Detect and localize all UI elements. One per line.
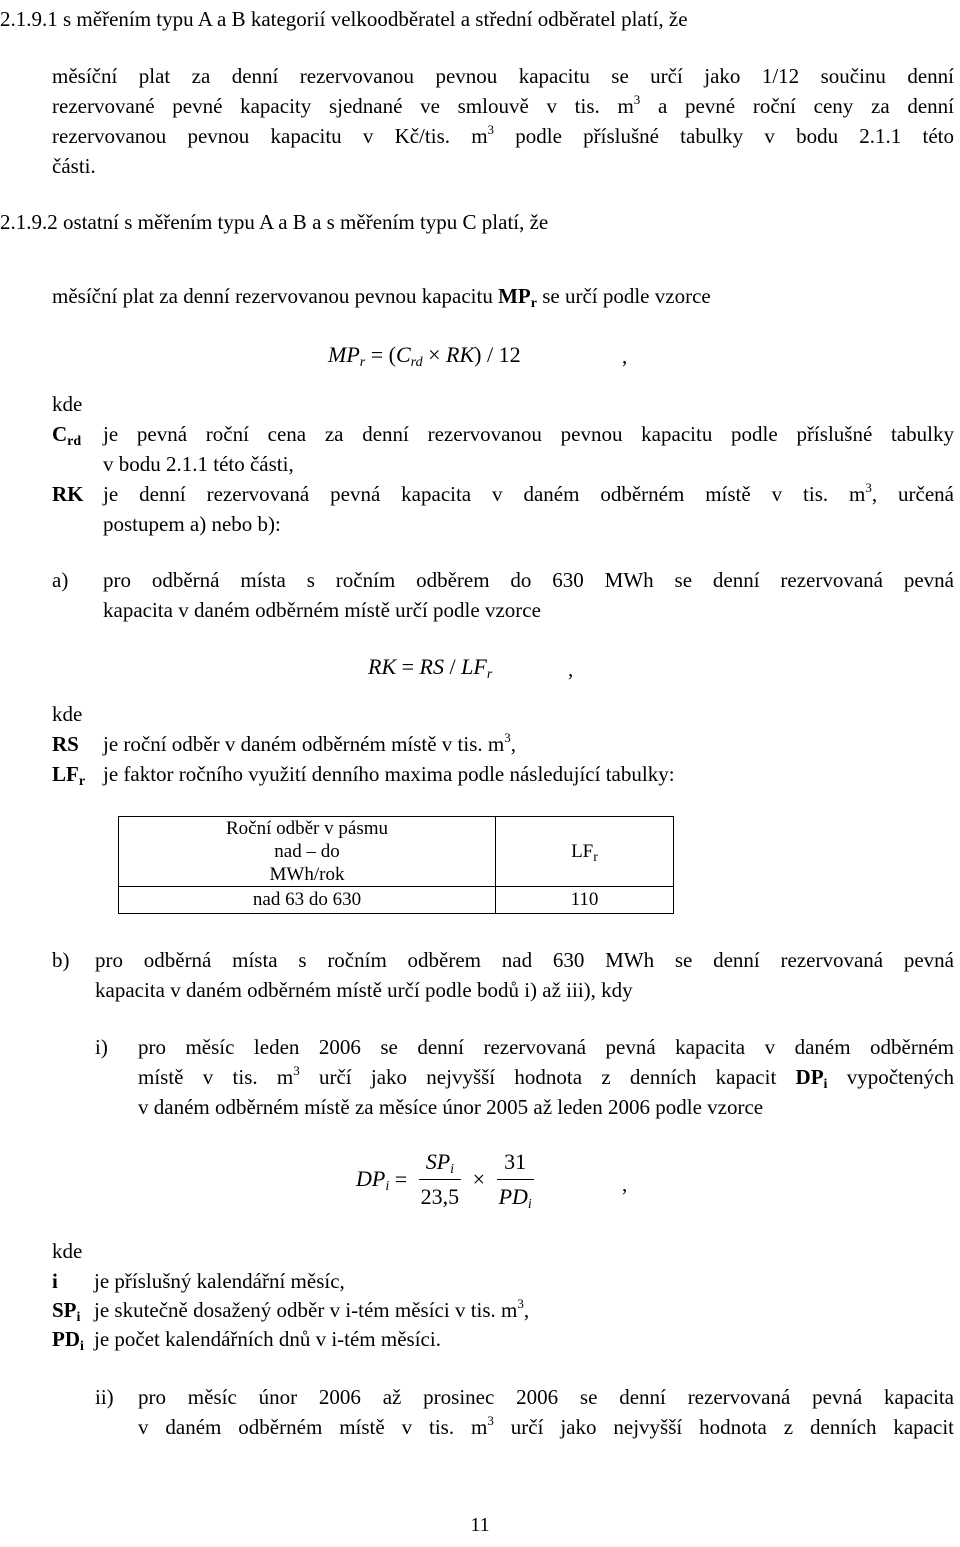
kde-label-1: kde	[52, 392, 83, 416]
item-a-line-1: pro odběrná místa s ročním odběrem do 630 MWh se denní rezervovaná pevná	[103, 568, 954, 592]
term-i: i	[52, 1269, 58, 1293]
s1-paragraph-line-1: měsíční plat za denní rezervovanou pevnou kapacitu se určí jako 1/12 součinu denní	[52, 64, 954, 88]
item-i-line-3: v daném odběrném místě za měsíce únor 2005 až leden 2006 podle vzorce	[138, 1095, 764, 1119]
item-i-line-2: místě v tis. $m^3$ určí jako nejvyšší hodnota z denních kapacit $DP_i$ vypočtených	[138, 1063, 954, 1092]
page-number: 11	[470, 1514, 490, 1536]
formula-dpi: $DP_i$ = $\frac{SP_i}{23,5}$ × $\frac{31}{PD_i}$	[356, 1149, 532, 1212]
lfr-table-header-row	[119, 817, 674, 887]
lfr-table-header-range-line-3: MWh/rok	[269, 864, 345, 885]
formula-rk: RK = RS / $LF_r$	[368, 654, 493, 682]
s1-paragraph-line-3: rezervovanou pevnou kapacitu v Kč/tis. $m^3$ podle příslušné tabulky v bodu 2.1.1 této	[52, 122, 955, 148]
section-heading-2-1-9-2: 2.1.9.2 ostatní s měřením typu A a B a s měřením typu C platí, že	[0, 210, 549, 234]
term-spi: $SP_i$	[52, 1298, 81, 1325]
item-b-line-2: kapacita v daném odběrném místě určí podle bodů i) až iii), kdy	[95, 978, 633, 1002]
lfr-table-header-lfr: $LF_r$	[496, 817, 674, 887]
def-crd-line-1: je pevná roční cena za denní rezervovanou pevnou kapacitu podle příslušné tabulky	[103, 422, 954, 446]
term-rk: RK	[52, 482, 84, 506]
lfr-table-cell-range: nad 63 do 630	[119, 887, 496, 914]
item-b-label: b)	[52, 948, 70, 972]
term-rs: RS	[52, 732, 79, 756]
s2-intro: měsíční plat za denní rezervovanou pevnou kapacitu $MP_r$ se určí podle vzorce	[52, 284, 711, 311]
formula-dpi-comma: ,	[622, 1172, 628, 1196]
formula-rk-comma: ,	[568, 657, 574, 681]
lfr-table-header-range	[119, 817, 496, 887]
kde-label-3: kde	[52, 1239, 83, 1263]
def-lfr: je faktor ročního využití denního maxima podle následující tabulky:	[103, 762, 675, 786]
item-ii-label: ii)	[95, 1385, 114, 1409]
item-i-label: i)	[95, 1035, 108, 1059]
item-i-line-1: pro měsíc leden 2006 se denní rezervovaná pevná kapacita v daném odběrném	[138, 1035, 954, 1059]
def-rk-line-1: je denní rezervovaná pevná kapacita v daném odběrném místě v tis. $m^3$, určená	[103, 480, 954, 506]
section-heading-2-1-9-1: 2.1.9.1 s měřením typu A a B kategorií velkoodběratel a střední odběratel platí, že	[0, 7, 688, 31]
lfr-table	[118, 816, 674, 914]
lfr-table-header-range-line-1: Roční odběr v pásmu	[225, 818, 388, 839]
def-rk-line-2: postupem a) nebo b):	[103, 512, 281, 536]
formula-mpr: $MP_r = (C_{rd} \times RK) / 12$	[328, 342, 521, 370]
item-a-line-2: kapacita v daném odběrném místě určí podle vzorce	[103, 598, 541, 622]
s1-paragraph-line-4: části.	[52, 154, 96, 178]
fraction-pdi: $\frac{31}{PD_i}$	[498, 1149, 532, 1212]
lfr-table-header-range-line-2: nad – do	[274, 841, 340, 862]
item-ii-line-2: v daném odběrném místě v tis. $m^3$ určí jako nejvyšší hodnota z denních kapacit	[138, 1413, 954, 1439]
formula-mpr-comma: ,	[622, 344, 628, 368]
table-row	[119, 887, 674, 914]
def-rs: je roční odběr v daném odběrném místě v tis. $m^3$,	[103, 730, 516, 756]
s1-paragraph-line-2: rezervované pevné kapacity sjednané ve smlouvě v tis. $m^3$ a pevné roční ceny za denní	[52, 92, 954, 118]
def-i: je příslušný kalendářní měsíc,	[94, 1269, 345, 1293]
term-pdi: $PD_i$	[52, 1327, 84, 1354]
item-ii-line-1: pro měsíc únor 2006 až prosinec 2006 se denní rezervovaná pevná kapacita	[138, 1385, 954, 1409]
def-crd-line-2: v bodu 2.1.1 této části,	[103, 452, 294, 476]
item-a-label: a)	[52, 568, 69, 592]
def-spi: je skutečně dosažený odběr v i-tém měsíci v tis. $m^3$,	[94, 1296, 530, 1322]
term-crd: $C_{rd}$	[52, 422, 82, 449]
item-b-line-1: pro odběrná místa s ročním odběrem nad 630 MWh se denní rezervovaná pevná	[95, 948, 954, 972]
term-lfr: $LF_r$	[52, 762, 86, 789]
lfr-table-cell-value: 110	[496, 887, 674, 914]
fraction-spi: $\frac{SP_i}{23,5}$	[420, 1149, 460, 1209]
kde-label-2: kde	[52, 702, 83, 726]
def-pdi: je počet kalendářních dnů v i-tém měsíci.	[94, 1327, 441, 1351]
